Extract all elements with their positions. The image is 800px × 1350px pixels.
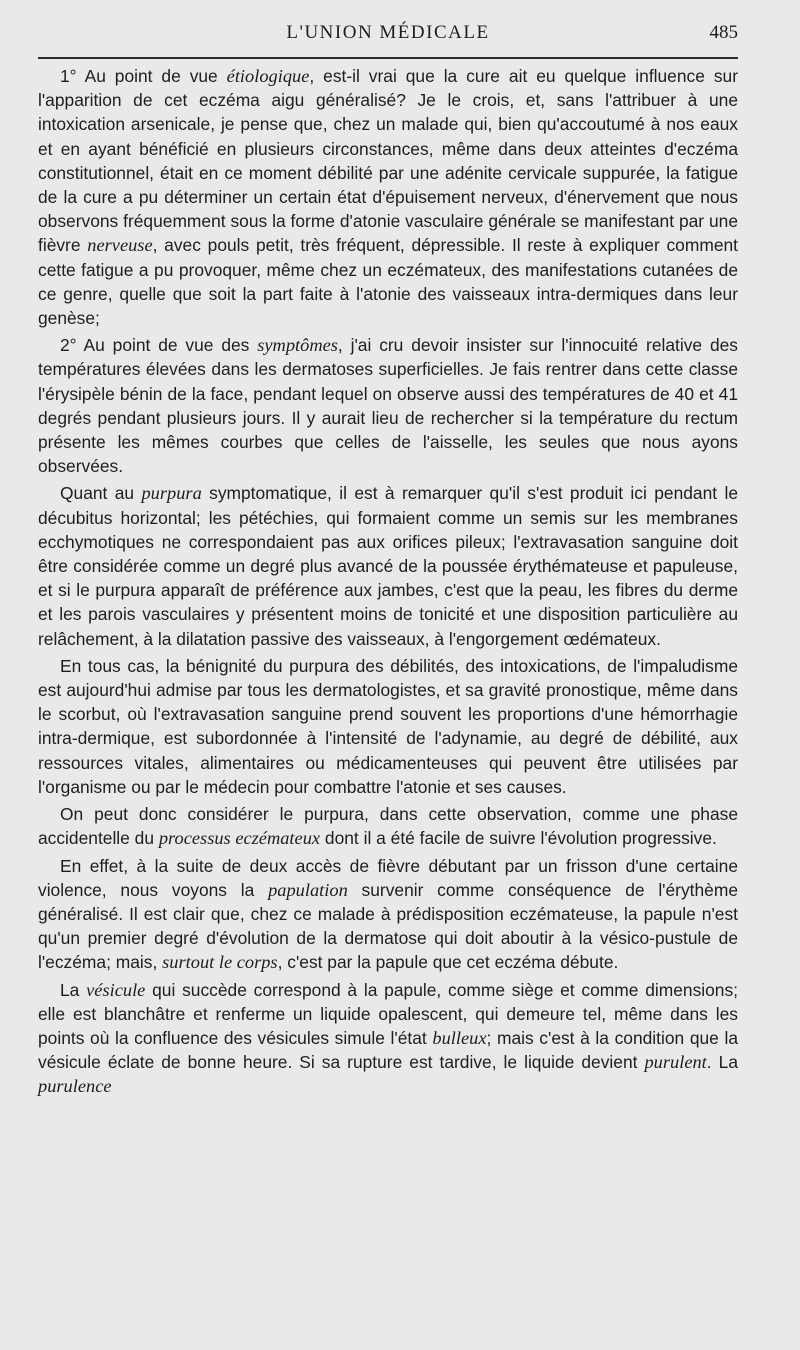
- italic-term: purulence: [38, 1076, 112, 1097]
- text-run: survenir comme conséquence de l'érythème généralisé. Il est clair que, chez ce malade à prédisposition eczémateuse, la papule n'est qu'un premier degré d'évolution de la dermatose qui doit aboutir à la vésico-pustule de l'eczéma; mais,: [38, 879, 738, 973]
- text-run: Quant au: [60, 483, 142, 504]
- italic-term: purulent: [644, 1052, 707, 1073]
- text-run: ; mais c'est à la condition que la vésicule éclate de bonne heure. Si sa rupture est tardive, le liquide devient: [38, 1027, 738, 1073]
- text-run: dont il a été facile de suivre l'évolution progressive.: [320, 828, 717, 849]
- italic-term: étiologique: [226, 66, 310, 86]
- italic-term: processus eczémateux: [158, 828, 321, 849]
- paragraph-symptoms: [38, 333, 738, 478]
- article-body: [38, 64, 738, 1099]
- paragraph-etiology: [38, 64, 738, 330]
- italic-term: purpura: [141, 483, 202, 504]
- italic-term: vésicule: [86, 979, 146, 1000]
- paragraph-vesicle: [38, 978, 738, 1099]
- italic-term: symptômes: [257, 335, 338, 356]
- paragraph-accidental-phase: [38, 802, 738, 850]
- text-run: symptomatique, il est à remarquer qu'il s'est produit ici pendant le décubitus horizontal; les pétéchies, qui formaient comme un semis sur les membranes ecchymotiques ne correspondaient pas aux orifices pileux; l'extravasation sanguine doit être considérée comme un degré plus avancé de la poussée érythémateuse et papuleuse, et si le purpura apparaît de préférence aux jambes, c'est que la peau, les fibres du derme et les parois vasculaires y présentent moins de tonicité et une disposition particulière au relâchement, à la dilatation passive des vaisseaux, à l'engorgement œdémateux.: [38, 483, 738, 649]
- italic-term: bulleux: [432, 1027, 487, 1048]
- text-run: La: [60, 979, 87, 1000]
- italic-term: papulation: [268, 879, 348, 900]
- paragraph-purpura: [38, 481, 738, 650]
- page-header: [38, 22, 738, 52]
- text-run: , c'est par la papule que cet eczéma débute.: [277, 952, 619, 973]
- text-run: En tous cas, la bénignité du purpura des débilités, des intoxications, de l'impaludisme est aujourd'hui admise par tous les dermatologistes, et sa gravité pronostique, même dans le scorbut, où l'extravasation sanguine prend souvent les proportions d'une hémorrhagie intra-dermique, est subordonnée à l'intensité de l'adynamie, au degré de débilité, aux ressources vitales, alimentaires ou médicamenteuses qui peuvent être utilisées par l'organisme ou par le médecin pour combattre l'atonie et ses causes.: [38, 655, 738, 797]
- italic-term: nerveuse: [87, 235, 153, 256]
- italic-term: surtout le corps: [162, 952, 278, 973]
- text-run: On peut donc considérer le purpura, dans cette observation, comme une phase accidentelle du: [38, 804, 738, 849]
- text-run: En effet, à la suite de deux accès de fièvre débutant par un frisson d'une certaine violence, nous voyons la: [38, 855, 738, 900]
- text-run: , j'ai cru devoir insister sur l'innocuité relative des températures élevées dans les dermatoses superficielles. Je fais rentrer dans cette classe l'érysipèle bénin de la face, pendant lequel on observe aussi des températures de 40 et 41 degrés pendant plusieurs jours. Il y aurait lieu de rechercher si la température du rectum présente les mêmes courbes que celles de l'aisselle, les seules que nous ayons observées.: [38, 335, 738, 477]
- text-run: , est-il vrai que la cure ait eu quelque influence sur l'apparition de cet eczéma aigu généralisé? Je le crois, et, sans l'attribuer à une intoxication arsenicale, je pense que, chez un malade qui, bien qu'accoutumé à nos eaux et en ayant bénéficié en plusieurs circonstances, même dans deux atteintes d'eczéma constitutionnel, était en ce moment débilité par une adénite cervicale suppurée, la fatigue de la cure a pu déterminer un certain état d'épuisement nerveux, d'énervement que nous observons fréquemment sous la forme d'atonie vasculaire générale se manifestant par une fièvre: [38, 66, 738, 256]
- paragraph-benignity: [38, 654, 738, 799]
- paragraph-papulation: [38, 854, 738, 975]
- text-run: 1° Au point de vue: [60, 66, 227, 86]
- text-run: qui succède correspond à la papule, comme siège et comme dimensions; elle est blanchâtre et renferme un liquide opalescent, qui demeure tel, même dans les points où la confluence des vésicules simule l'état: [38, 979, 738, 1048]
- text-run: , avec pouls petit, très fréquent, dépressible. Il reste à expliquer comment cette fatigue a pu provoquer, même chez un eczémateux, des manifestations cutanées de ce genre, quelle que soit la part faite à l'atonie des vaisseaux intra-dermiques dans leur genèse;: [38, 235, 738, 329]
- header-rule: [38, 57, 738, 59]
- running-title: L'UNION MÉDICALE: [286, 22, 490, 43]
- text-run: . La: [706, 1052, 738, 1073]
- page-number: 485: [709, 22, 738, 43]
- text-run: 2° Au point de vue des: [60, 335, 258, 356]
